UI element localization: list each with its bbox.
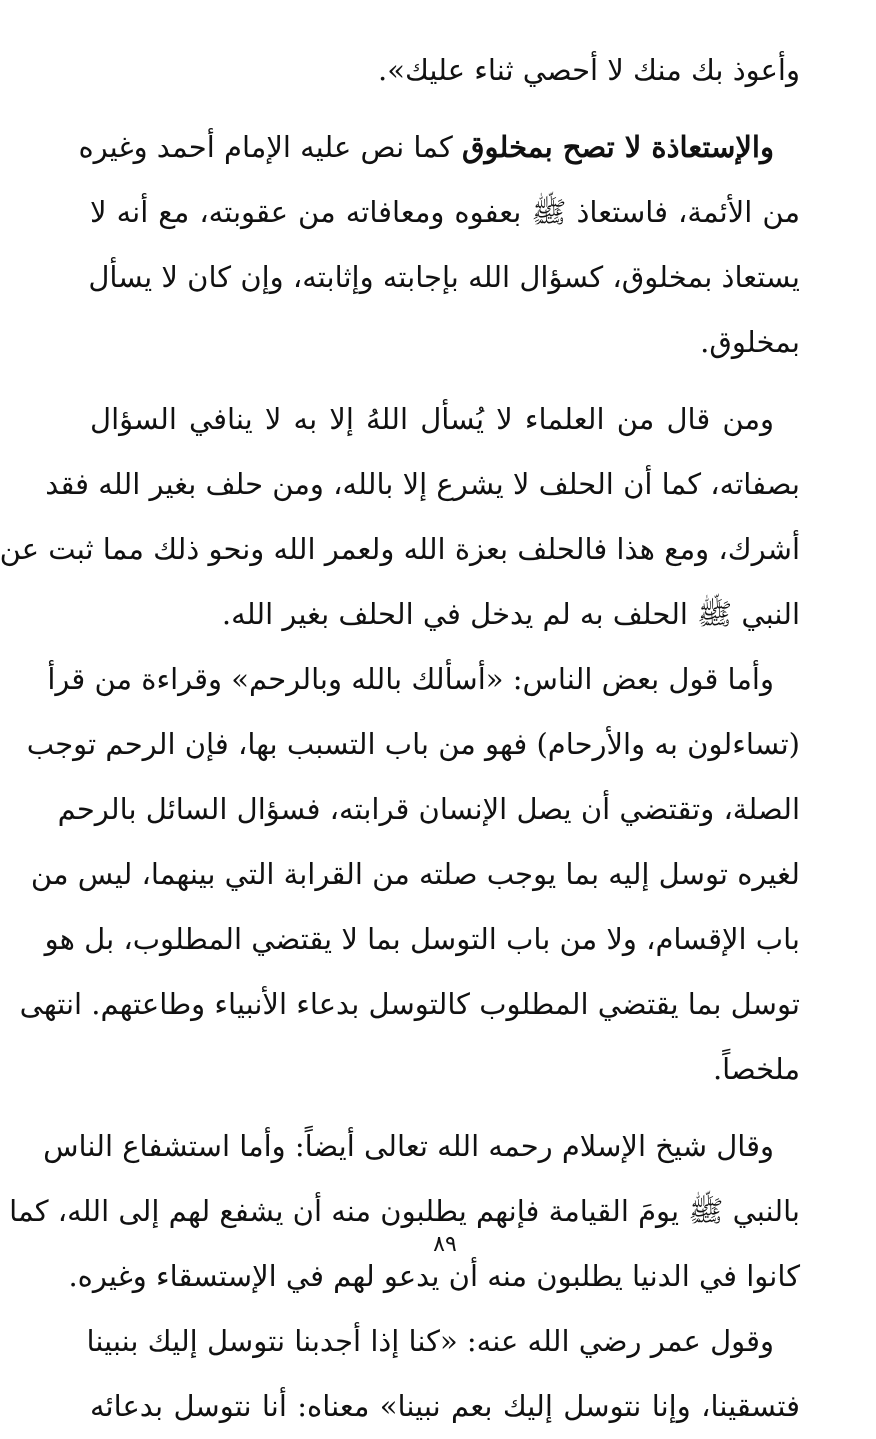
text-line: الصلة، وتقتضي أن يصل الإنسان قرابته، فسؤال السائل بالرحم <box>57 792 800 826</box>
text-line <box>78 115 800 180</box>
text-line: وقول عمر رضي الله عنه: «كنا إذا أجدبنا نتوسل إليك بنبينا <box>86 1324 774 1358</box>
text-line: توسل بما يقتضي المطلوب كالتوسل بدعاء الأنبياء وطاعتهم. انتهى <box>19 987 800 1021</box>
page-text-body <box>0 38 800 1423</box>
text-line: من الأئمة، فاستعاذ ﷺ بعفوه ومعافاته من عقوبته، مع أنه لا <box>90 195 800 229</box>
text-line: باب الإقسام، ولا من باب التوسل بما لا يقتضي المطلوب، بل هو <box>44 922 800 956</box>
text-line: كانوا في الدنيا يطلبون منه أن يدعو لهم في الإستسقاء وغيره. <box>68 1259 800 1293</box>
text-line: لغيره توسل إليه بما يوجب صلته من القرابة التي بينهما، ليس من <box>30 857 800 891</box>
text-line: يستعاذ بمخلوق، كسؤال الله بإجابته وإثابته، وإن كان لا يسأل <box>88 260 800 294</box>
text-line: بالنبي ﷺ يومَ القيامة فإنهم يطلبون منه أن يشفع لهم إلى الله، كما <box>9 1194 800 1228</box>
bold-heading-phrase: والإستعاذة لا تصح بمخلوق <box>462 130 774 164</box>
paragraph-gap <box>90 375 800 387</box>
text-line-rest: كما نص عليه الإمام أحمد وغيره <box>78 130 462 164</box>
text-line: ملخصاً. <box>712 1052 800 1086</box>
paragraph-gap <box>90 103 800 115</box>
paragraph-gap <box>90 1102 800 1114</box>
text-line: وأما قول بعض الناس: «أسألك بالله وبالرحم» وقراءة من قرأ <box>47 662 774 696</box>
text-line: بمخلوق. <box>700 325 800 359</box>
page-number: ٨٩ <box>433 1232 457 1257</box>
text-line: وقال شيخ الإسلام رحمه الله تعالى أيضاً: وأما استشفاع الناس <box>43 1129 774 1163</box>
text-line: فتسقينا، وإنا نتوسل إليك بعم نبينا» معناه: أنا نتوسل بدعائه <box>90 1389 800 1423</box>
text-line: ومن قال من العلماء لا يُسأل اللهُ إلا به لا ينافي السؤال <box>90 402 774 436</box>
text-line: (تساءلون به والأرحام) فهو من باب التسبب بها، فإن الرحم توجب <box>26 727 800 761</box>
text-line: وأعوذ بك منك لا أحصي ثناء عليك». <box>377 53 800 87</box>
text-line: النبي ﷺ الحلف به لم يدخل في الحلف بغير الله. <box>221 597 800 631</box>
text-line: بصفاته، كما أن الحلف لا يشرع إلا بالله، ومن حلف بغير الله فقد <box>45 467 800 501</box>
text-line: أشرك، ومع هذا فالحلف بعزة الله ولعمر الله ونحو ذلك مما ثبت عن <box>0 532 800 566</box>
